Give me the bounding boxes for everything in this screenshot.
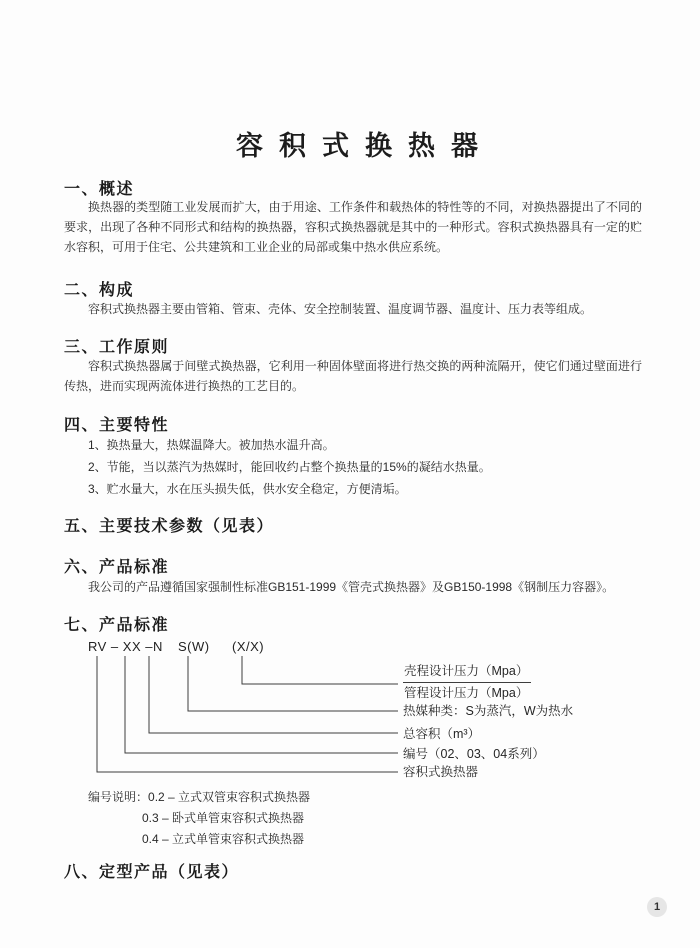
section-heading-main-features: 四、主要特性 [64, 417, 170, 434]
section-heading-composition: 二、构成 [64, 282, 135, 299]
section-heading-standard-products: 八、定型产品（见表） [64, 864, 240, 881]
model-code-heat-medium: S(W) [178, 639, 210, 654]
model-code-pressure: (X/X) [232, 639, 265, 654]
feature-item-3: 3、贮水量大，水在压头损失低，供水安全稳定，方便清垢。 [88, 482, 407, 496]
code-note-item-1: 0.2 – 立式双管束容积式换热器 [148, 790, 311, 804]
composition-paragraph: 容积式换热器主要由管箱、管束、壳体、安全控制装置、温度调节器、温度计、压力表等组成。 [88, 302, 593, 316]
series-number-label: 编号（02、03、04系列） [403, 747, 545, 761]
section-heading-product-designation: 七、产品标准 [64, 617, 170, 634]
section-heading-working-principle: 三、工作原则 [64, 339, 170, 356]
product-standard-paragraph: 我公司的产品遵循国家强制性标准GB151-1999《管壳式换热器》及GB150-1998《钢制压力容器》。 [88, 580, 615, 594]
tube-pressure-label: 管程设计压力（Mpa） [404, 686, 529, 700]
heat-medium-label: 热媒种类：S为蒸汽，W为热水 [403, 704, 574, 718]
code-note-item-2: 0.3 – 卧式单管束容积式换热器 [142, 811, 305, 825]
feature-list [88, 434, 491, 500]
page-number-badge: 1 [647, 897, 667, 917]
overview-paragraph: 换热器的类型随工业发展而扩大，由于用途、工作条件和载热体的特性等的不同，对换热器提出了不同的要求，出现了各种不同形式和结构的换热器，容积式换热器就是其中的一种形式。容积式换热器具有一定的贮水容积，可用于住宅、公共建筑和工业企业的局部或集中热水供应系统。 [64, 200, 642, 254]
model-designation-diagram [64, 637, 642, 862]
page-title: 容积式换热器 [236, 131, 494, 161]
working-principle-paragraph: 容积式换热器属于间壁式换热器，它利用一种固体壁面将进行热交换的两种流隔开，使它们通过壁面进行传热，进而实现两流体进行换热的工艺目的。 [64, 359, 642, 393]
section-heading-product-standard: 六、产品标准 [64, 559, 170, 576]
code-notes [88, 787, 310, 850]
total-volume-label: 总容积（m³） [403, 727, 481, 741]
feature-item-2: 2、节能，当以蒸汽为热媒时，能回收约占整个换热量的15%的凝结水热量。 [88, 460, 491, 474]
product-type-label: 容积式换热器 [403, 765, 479, 779]
design-pressure-fraction [403, 664, 531, 701]
section-heading-technical-parameters: 五、主要技术参数（见表） [64, 518, 275, 535]
section-heading-overview: 一、概述 [64, 181, 135, 198]
shell-pressure-label: 壳程设计压力（Mpa） [403, 664, 531, 683]
code-notes-prefix: 编号说明： [88, 790, 149, 804]
feature-item-1: 1、换热量大，热媒温降大。被加热水温升高。 [88, 438, 335, 452]
model-code-base: RV – XX –N [88, 639, 163, 654]
code-note-item-3: 0.4 – 立式单管束容积式换热器 [142, 832, 305, 846]
